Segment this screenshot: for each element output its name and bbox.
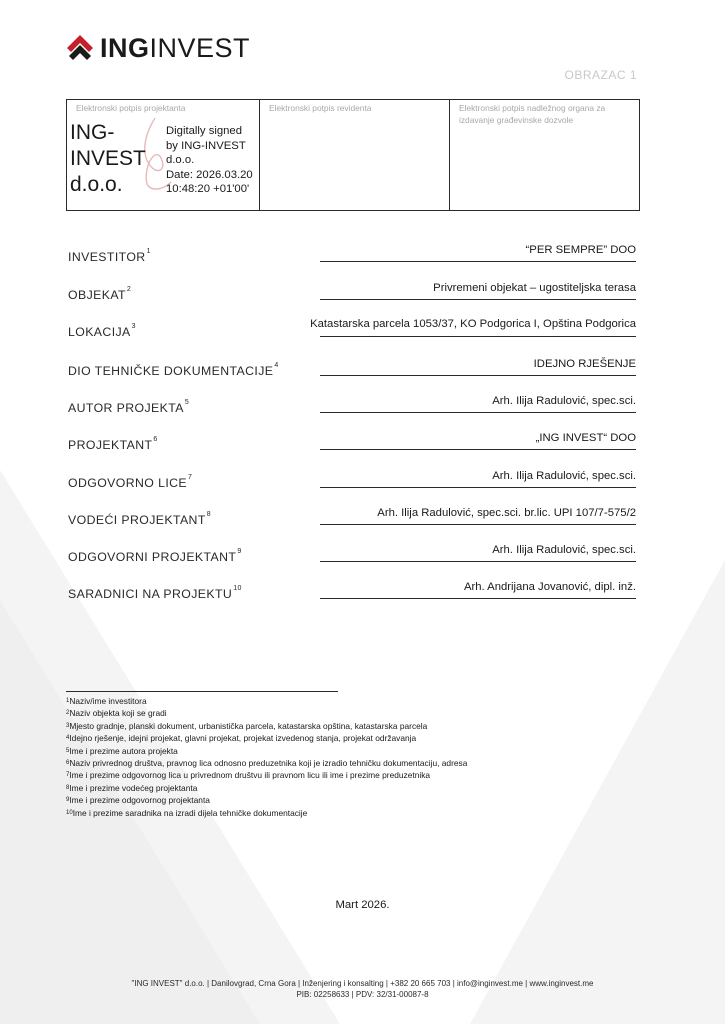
- signature-detail-line: d.o.o.: [166, 154, 195, 166]
- row-underline: [320, 487, 636, 488]
- row-underline: [320, 261, 636, 262]
- authority-signature-cell[interactable]: [450, 100, 639, 210]
- row-value-objekat: Privremeni objekat – ugostiteljska terasa: [433, 282, 636, 294]
- logo-wordmark: [100, 33, 250, 64]
- form-number-label: OBRAZAC 1: [564, 68, 637, 82]
- row-underline: [320, 299, 636, 300]
- row-value-autor-projekta: Arh. Ilija Radulović, spec.sci.: [492, 395, 636, 407]
- signature-detail-line: Digitally signed: [166, 125, 242, 137]
- row-value-vodeci-projektant: Arh. Ilija Radulović, spec.sci. br.lic. UPI 107/7-575/2: [377, 507, 636, 519]
- digital-signature-details: [166, 124, 253, 197]
- footnote-item: $^7$Ime i prezime odgovornog lica u privrednom društvu ili pravnom licu ili ime i prezime preduzetnika: [66, 770, 431, 781]
- footnote-item: $^5$Ime i prezime autora projekta: [66, 745, 178, 756]
- footnote-item: $^3$Mjesto gradnje, planski dokument, urbanistička parcela, katastarska opština, katastarska parcela: [66, 720, 428, 731]
- logo-text-bold: ING: [100, 32, 150, 63]
- footnote-item: $^2$Naziv objekta koji se gradi: [66, 708, 167, 719]
- footnote-item: $^{10}$Ime i prezime saradnika na izradi dijela tehničke dokumentacije: [66, 807, 308, 818]
- footnote-item: $^6$Naziv privrednog društva, pravnog lica odnosno preduzetnika koji je izradio tehničku dokumentaciju, adresa: [66, 758, 468, 769]
- signature-detail-line: 10:48:20 +01'00': [166, 183, 250, 195]
- footnote-item: $^1$Naziv/ime investitora: [66, 696, 147, 706]
- row-label-objekat: OBJEKAT$^2$: [68, 286, 132, 302]
- row-value-lokacija: Katastarska parcela 1053/37, KO Podgorica I, Opština Podgorica: [310, 318, 636, 330]
- footnote-rule: [66, 691, 338, 692]
- row-label-odgovorni-projektant: ODGOVORNI PROJEKTANT$^9$: [68, 548, 242, 564]
- designer-signature-cell[interactable]: [67, 100, 260, 210]
- footnote-item: $^8$Ime i prezime vodećeg projektanta: [66, 782, 198, 793]
- row-label-lokacija: LOKACIJA$^3$: [68, 323, 136, 339]
- row-underline: [320, 449, 636, 450]
- row-underline: [320, 412, 636, 413]
- row-label-projektant: PROJEKTANT$^6$: [68, 436, 158, 452]
- inginvest-logo-icon: [66, 34, 94, 62]
- footer-tax-line: PIB: 02258633 | PDV: 32/31-00087-8: [296, 990, 429, 999]
- signature-box: [66, 99, 640, 211]
- row-label-investitor: INVESTITOR$^1$: [68, 248, 151, 264]
- reviewer-signature-cell[interactable]: [260, 100, 450, 210]
- company-logo: [66, 31, 250, 65]
- designer-signature-label: Elektronski potpis projektanta: [76, 103, 186, 113]
- row-value-projektant: „ING INVEST“ DOO: [535, 432, 636, 444]
- row-underline: [320, 561, 636, 562]
- signature-detail-line: Date: 2026.03.20: [166, 168, 253, 181]
- row-value-dio-tehnicke-dokumentacije: IDEJNO RJEŠENJE: [533, 358, 636, 370]
- row-value-investitor: “PER SEMPRE” DOO: [525, 244, 636, 256]
- row-underline: [320, 375, 636, 376]
- row-underline: [320, 524, 636, 525]
- footnotes: [66, 695, 536, 819]
- row-label-odgovorno-lice: ODGOVORNO LICE$^7$: [68, 474, 193, 490]
- signer-name-line: d.o.o.: [70, 173, 123, 196]
- page-footer: [0, 978, 725, 1000]
- row-label-dio-tehnicke-dokumentacije: DIO TEHNIČKE DOKUMENTACIJE$^4$: [68, 362, 279, 378]
- row-value-odgovorni-projektant: Arh. Ilija Radulović, spec.sci.: [492, 544, 636, 556]
- signer-name: [70, 120, 146, 198]
- footnote-item: $^4$Idejno rješenje, idejni projekat, glavni projekat, projekat izvedenog stanja, projekat održavanja: [66, 733, 417, 744]
- row-underline: [320, 598, 636, 599]
- logo-text-regular: INVEST: [149, 32, 251, 63]
- row-label-autor-projekta: AUTOR PROJEKTA$^5$: [68, 399, 190, 415]
- signer-name-line: ING-: [70, 121, 115, 144]
- reviewer-signature-label: Elektronski potpis revidenta: [269, 103, 372, 113]
- signature-detail-line: by ING-INVEST: [166, 139, 246, 152]
- row-label-saradnici-na-projektu: SARADNICI NA PROJEKTU$^{10}$: [68, 585, 242, 601]
- authority-signature-label: Elektronski potpis nadležnog organa za izdavanje građevinske dozvole: [459, 103, 606, 125]
- footnote-item: $^9$Ime i prezime odgovornog projektanta: [66, 795, 210, 806]
- row-underline: [320, 336, 636, 337]
- document-date: Mart 2026.: [335, 899, 390, 911]
- signer-name-line: INVEST: [70, 147, 146, 170]
- footer-contact-line: "ING INVEST" d.o.o. | Danilovgrad, Crna Gora | Inženjering i konsalting | +382 20 665 703 | info@inginvest.me | www.inginvest.me: [131, 979, 594, 988]
- row-label-vodeci-projektant: VODEĆI PROJEKTANT$^8$: [68, 511, 212, 527]
- row-value-odgovorno-lice: Arh. Ilija Radulović, spec.sci.: [492, 470, 636, 482]
- row-value-saradnici-na-projektu: Arh. Andrijana Jovanović, dipl. inž.: [463, 581, 636, 593]
